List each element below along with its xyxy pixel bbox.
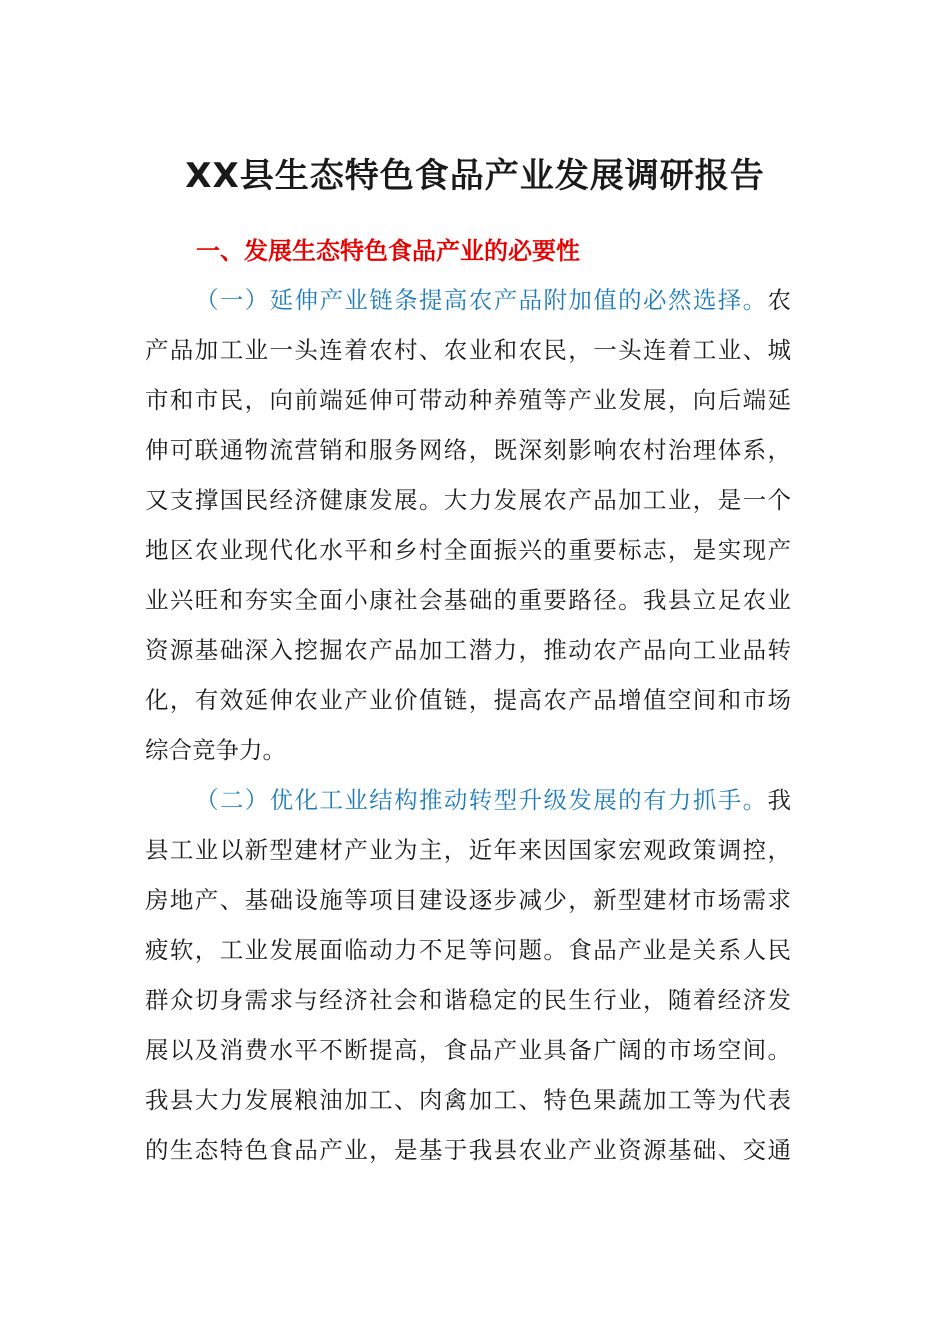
paragraph-2-line: 展以及消费水平不断提高，食品产业具备广阔的市场空间。 [145, 1036, 791, 1064]
paragraph-1-line: 产品加工业一头连着农村、农业和农民，一头连着工业、城 [145, 336, 791, 364]
paragraph-2-subheading: （二）优化工业结构推动转型升级发展的有力抓手。 [195, 786, 768, 814]
paragraph-2-line: 群众切身需求与经济社会和谐稳定的民生行业，随着经济发 [145, 986, 791, 1014]
paragraph-1-line: 市和市民，向前端延伸可带动种养殖等产业发展，向后端延 [145, 386, 791, 414]
paragraph-1-line: 资源基础深入挖掘农产品加工潜力，推动农产品向工业品转 [145, 636, 791, 664]
paragraph-1-line: 综合竞争力。 [145, 736, 286, 764]
paragraph-1-line: 又支撑国民经济健康发展。大力发展农产品加工业，是一个 [145, 486, 791, 514]
paragraph-2-line: 疲软，工业发展面临动力不足等问题。食品产业是关系人民 [145, 936, 791, 964]
section-heading: 一、发展生态特色食品产业的必要性 [196, 237, 580, 265]
paragraph-2-first-line-tail: 我 [767, 786, 791, 814]
paragraph-2-line: 的生态特色食品产业，是基于我县农业产业资源基础、交通 [145, 1136, 791, 1164]
paragraph-1-line: 地区农业现代化水平和乡村全面振兴的重要标志，是实现产 [145, 536, 791, 564]
paragraph-1-subheading: （一）延伸产业链条提高农产品附加值的必然选择。 [195, 286, 768, 314]
paragraph-1-first-line-tail: 农 [767, 286, 791, 314]
paragraph-2-line: 我县大力发展粮油加工、肉禽加工、特色果蔬加工等为代表 [145, 1086, 791, 1114]
paragraph-1-line: 化，有效延伸农业产业价值链，提高农产品增值空间和市场 [145, 686, 791, 714]
document-title: XX县生态特色食品产业发展调研报告 [185, 156, 765, 196]
paragraph-1 [145, 275, 791, 775]
paragraph-1-line: 伸可联通物流营销和服务网络，既深刻影响农村治理体系， [145, 436, 791, 464]
paragraph-2-line: 房地产、基础设施等项目建设逐步减少，新型建材市场需求 [145, 886, 791, 914]
paragraph-1-line-1 [145, 275, 791, 325]
paragraph-2-line-1 [145, 775, 791, 825]
paragraph-1-line: 业兴旺和夯实全面小康社会基础的重要路径。我县立足农业 [145, 586, 791, 614]
paragraph-2 [145, 775, 791, 1175]
paragraph-2-line: 县工业以新型建材产业为主，近年来因国家宏观政策调控， [145, 836, 791, 864]
